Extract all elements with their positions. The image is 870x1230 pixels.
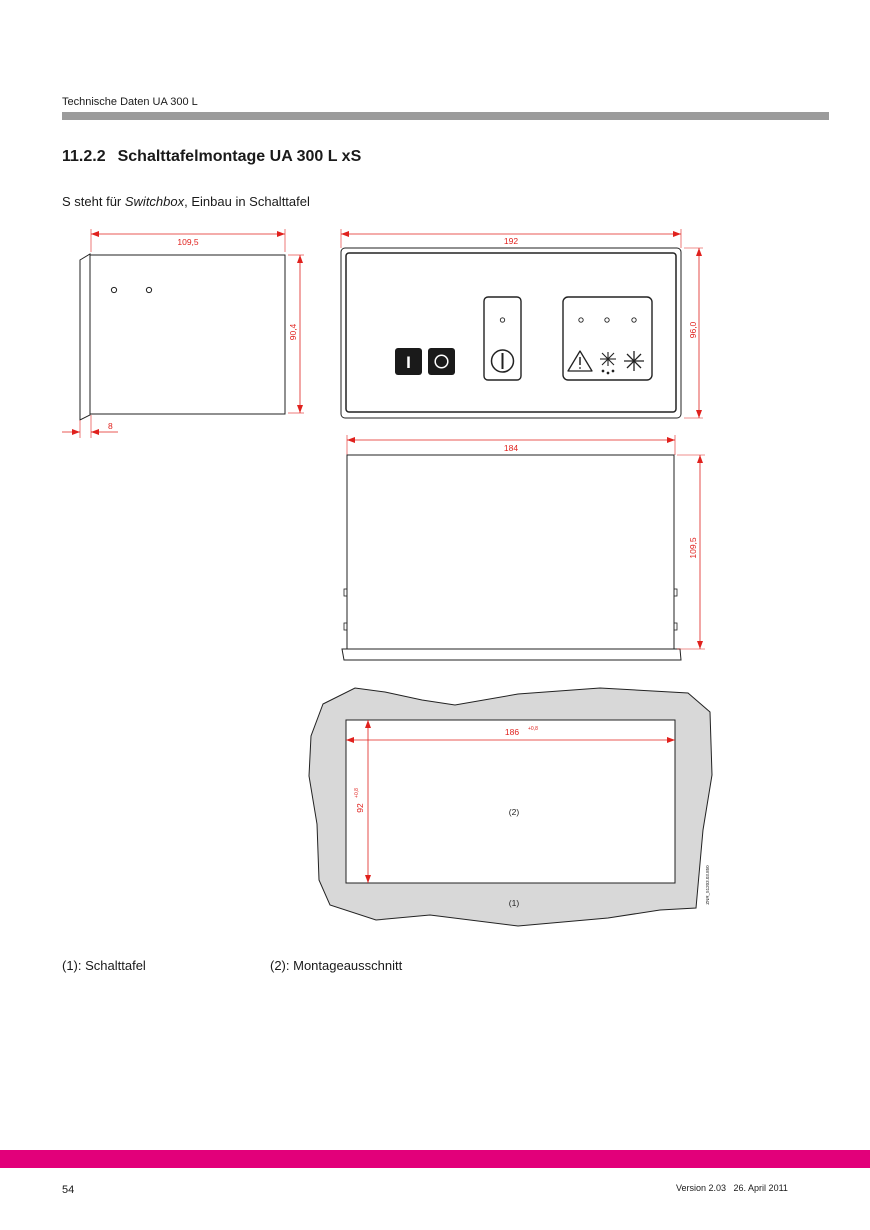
panel-label: (1) xyxy=(508,898,520,908)
intro-text-after: , Einbau in Schalttafel xyxy=(184,194,310,209)
dim-side-flange: 8 xyxy=(108,421,113,431)
power-switch-module xyxy=(484,297,521,380)
top-view xyxy=(342,435,705,660)
dim-side-height: 90,4 xyxy=(288,323,298,341)
intro-text-italic: Switchbox xyxy=(124,194,185,209)
dim-top-depth: 109,5 xyxy=(688,537,698,559)
drawing-id: ZNR_51203.03.850 xyxy=(705,865,710,905)
dim-cutout-width-tolerance: +0,8 xyxy=(528,726,538,732)
cutout-label: (2) xyxy=(508,807,520,817)
dim-front-width: 192 xyxy=(503,236,519,246)
dim-front-height: 96,0 xyxy=(688,321,698,339)
front-view xyxy=(341,229,703,418)
dim-top-width: 184 xyxy=(503,443,519,453)
status-panel xyxy=(563,297,652,380)
panel-cutout-view xyxy=(309,688,712,926)
intro-text-before: S steht für xyxy=(62,194,125,209)
power-off-button xyxy=(428,348,455,375)
snowflake-icon xyxy=(624,351,644,371)
dim-cutout-width: 186 xyxy=(504,727,520,737)
legend-panel: (1): Schalttafel xyxy=(62,958,146,973)
side-view xyxy=(62,229,304,438)
header-title: Technische Daten UA 300 L xyxy=(62,96,198,108)
footer-bar xyxy=(0,1150,870,1168)
dim-cutout-height: 92 xyxy=(355,803,365,813)
page-number: 54 xyxy=(62,1184,75,1196)
power-on-symbol: I xyxy=(406,353,411,372)
version-date: Version 2.03 26. April 2011 xyxy=(676,1183,788,1193)
dim-cutout-height-tolerance: +0,8 xyxy=(354,788,360,798)
section-title: Schalttafelmontage UA 300 L xS xyxy=(117,148,362,165)
dim-side-depth: 109,5 xyxy=(177,237,199,247)
section-number: 11.2.2 xyxy=(62,148,106,165)
power-on-button xyxy=(395,348,422,375)
legend-cutout: (2): Montageausschnitt xyxy=(270,958,403,973)
